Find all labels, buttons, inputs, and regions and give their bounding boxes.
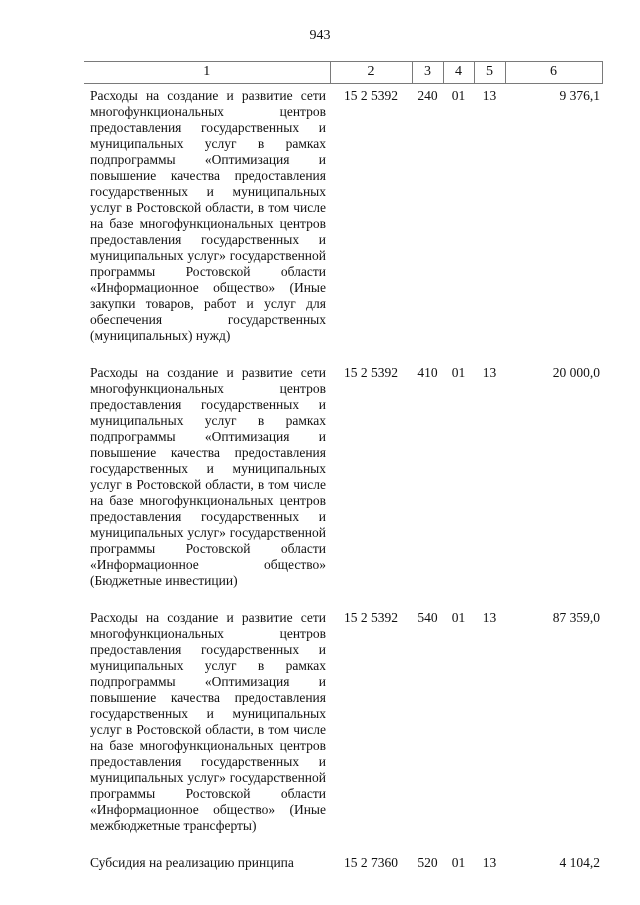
row-description: Расходы на создание и развитие сети многофункциональных центров предоставления государственных и муниципальных услуг в рамках подпрограммы «Оптимизация и повышение качества предоставления государственных и муниципальных услуг в Ростовской области, в том числе на базе многофункциональных центров предоставления государственных и муниципальных услуг» государственной программы Ростовской области «Информационное общество» (Бюджетные инвестиции)	[90, 365, 326, 588]
row-subsection: 13	[482, 610, 497, 625]
row-expense-type: 520	[417, 855, 438, 870]
table-row	[84, 84, 602, 362]
row-amount: 87 359,0	[552, 610, 600, 625]
row-section: 01	[451, 610, 466, 625]
row-amount: 4 104,2	[559, 855, 600, 870]
row-amount: 20 000,0	[552, 365, 600, 380]
table-row	[84, 361, 602, 606]
row-section: 01	[451, 855, 466, 870]
row-target-code: 15 2 5392	[344, 610, 398, 625]
row-expense-type: 410	[417, 365, 438, 380]
budget-table	[84, 61, 603, 871]
header-col-3: 3	[412, 62, 443, 84]
row-description: Субсидия на реализацию принципа	[90, 855, 294, 870]
header-col-6: 6	[505, 62, 602, 84]
row-subsection: 13	[482, 365, 497, 380]
table-row	[84, 851, 602, 871]
header-col-5: 5	[474, 62, 505, 84]
row-target-code: 15 2 5392	[344, 88, 398, 103]
row-subsection: 13	[482, 88, 497, 103]
row-section: 01	[451, 365, 466, 380]
header-col-1: 1	[84, 62, 330, 84]
header-col-2: 2	[330, 62, 412, 84]
row-description: Расходы на создание и развитие сети многофункциональных центров предоставления государственных и муниципальных услуг в рамках подпрограммы «Оптимизация и повышение качества предоставления государственных и муниципальных услуг в Ростовской области, в том числе на базе многофункциональных центров предоставления государственных и муниципальных услуг» государственной программы Ростовской области «Информационное общество» (Иные межбюджетные трансферты)	[90, 610, 326, 833]
row-expense-type: 240	[417, 88, 438, 103]
row-section: 01	[451, 88, 466, 103]
row-description: Расходы на создание и развитие сети многофункциональных центров предоставления государственных и муниципальных услуг в рамках подпрограммы «Оптимизация и повышение качества предоставления государственных и муниципальных услуг в Ростовской области, в том числе на базе многофункциональных центров предоставления государственных и муниципальных услуг» государственной программы Ростовской области «Информационное общество» (Иные закупки товаров, работ и услуг для обеспечения государственных (муниципальных) нужд)	[90, 88, 326, 343]
row-target-code: 15 2 5392	[344, 365, 398, 380]
page-number: 943	[309, 28, 331, 43]
table-row	[84, 606, 602, 851]
header-col-4: 4	[443, 62, 474, 84]
row-subsection: 13	[482, 855, 497, 870]
row-expense-type: 540	[417, 610, 438, 625]
row-target-code: 15 2 7360	[344, 855, 398, 870]
row-amount: 9 376,1	[559, 88, 600, 103]
table-header-row	[84, 62, 602, 84]
